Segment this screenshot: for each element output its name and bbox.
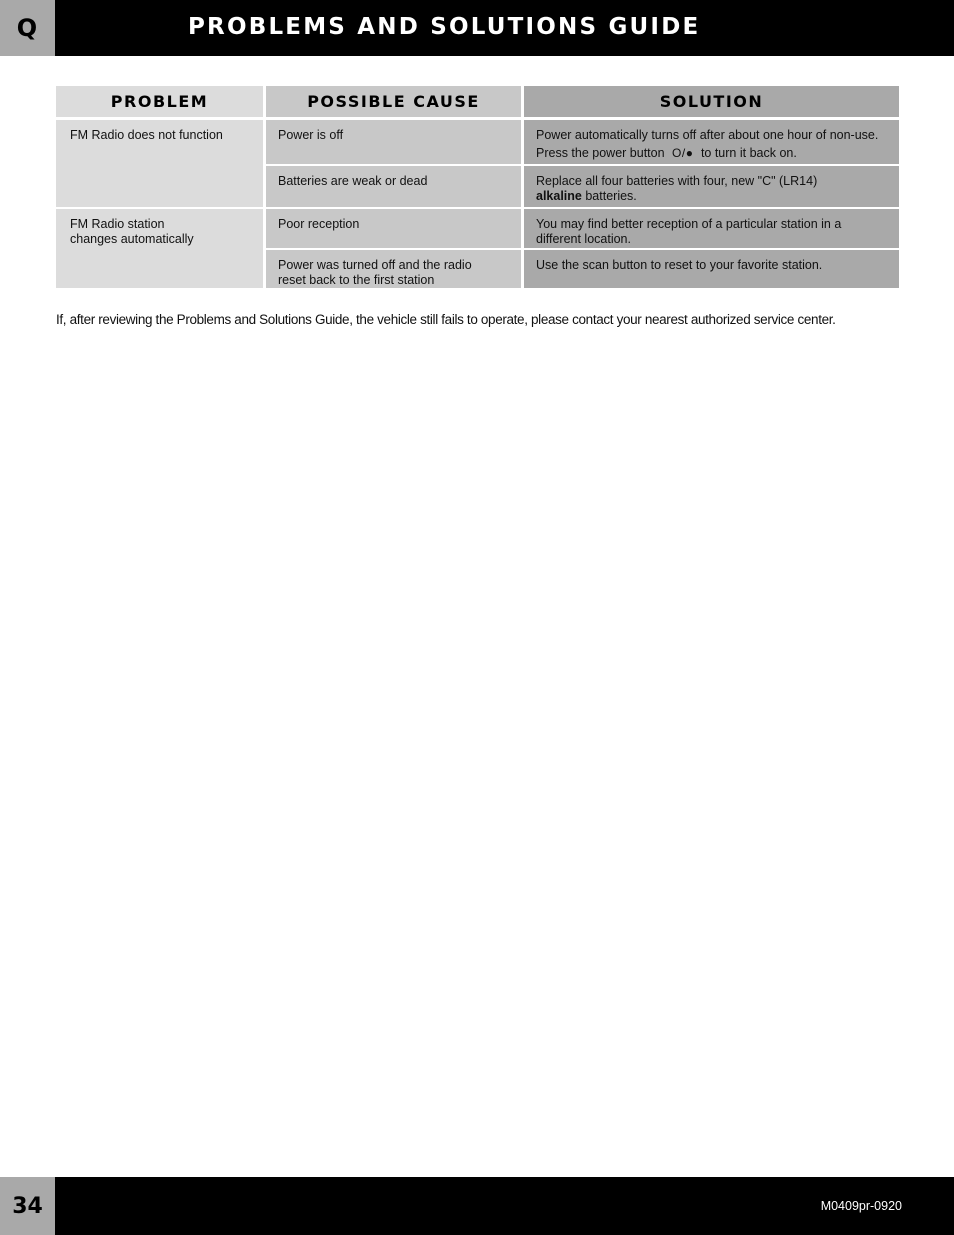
solution-bold-text: alkaline	[536, 189, 582, 203]
header-problem: PROBLEM	[56, 86, 266, 120]
page-footer	[0, 1177, 954, 1235]
cause-cell	[266, 209, 524, 250]
header-possible-cause: POSSIBLE CAUSE	[266, 86, 524, 120]
problem-cell	[56, 120, 266, 209]
solution-text: Use the scan button to reset to your favorite station.	[536, 258, 823, 272]
page-header	[0, 0, 954, 56]
table-row	[56, 209, 899, 250]
page-title: PROBLEMS AND SOLUTIONS GUIDE	[188, 14, 701, 40]
solution-cell	[524, 120, 899, 166]
table-row	[56, 120, 899, 166]
page-number: 34	[0, 1177, 55, 1235]
cause-text: Power is off	[278, 128, 344, 142]
solution-cell	[524, 209, 899, 250]
solution-text: to turn it back on.	[700, 146, 797, 160]
solution-text: Replace all four batteries with four, new "C" (LR14)	[536, 174, 818, 188]
solution-text: Power automatically turns off after about one hour of non-use.	[536, 128, 879, 142]
cause-text: reset back to the first station	[278, 273, 435, 287]
document-code: M0409pr-0920	[820, 1199, 902, 1213]
problem-cell	[56, 209, 266, 290]
table-header-row	[56, 86, 899, 120]
problem-text: FM Radio does not function	[70, 128, 223, 142]
problem-text: FM Radio station	[70, 217, 165, 231]
power-button-icon: O/●	[672, 146, 694, 160]
solution-cell	[524, 250, 899, 290]
cause-cell	[266, 120, 524, 166]
cause-text: Batteries are weak or dead	[278, 174, 428, 188]
solution-text-line2	[536, 146, 889, 161]
service-note: If, after reviewing the Problems and Solutions Guide, the vehicle still fails to operate, please contact your nearest authorized service center.	[56, 312, 836, 327]
cause-cell	[266, 166, 524, 209]
cause-text: Power was turned off and the radio	[278, 258, 472, 272]
solution-text: Press the power button	[536, 146, 665, 160]
section-letter-tab: Q	[0, 0, 55, 56]
problem-text: changes automatically	[70, 232, 194, 246]
header-solution: SOLUTION	[524, 86, 899, 120]
solution-cell	[524, 166, 899, 209]
solution-text: different location.	[536, 232, 631, 246]
cause-cell	[266, 250, 524, 290]
problems-solutions-table	[56, 86, 899, 290]
solution-text: batteries.	[585, 189, 637, 203]
cause-text: Poor reception	[278, 217, 360, 231]
solution-text: You may find better reception of a particular station in a	[536, 217, 842, 231]
